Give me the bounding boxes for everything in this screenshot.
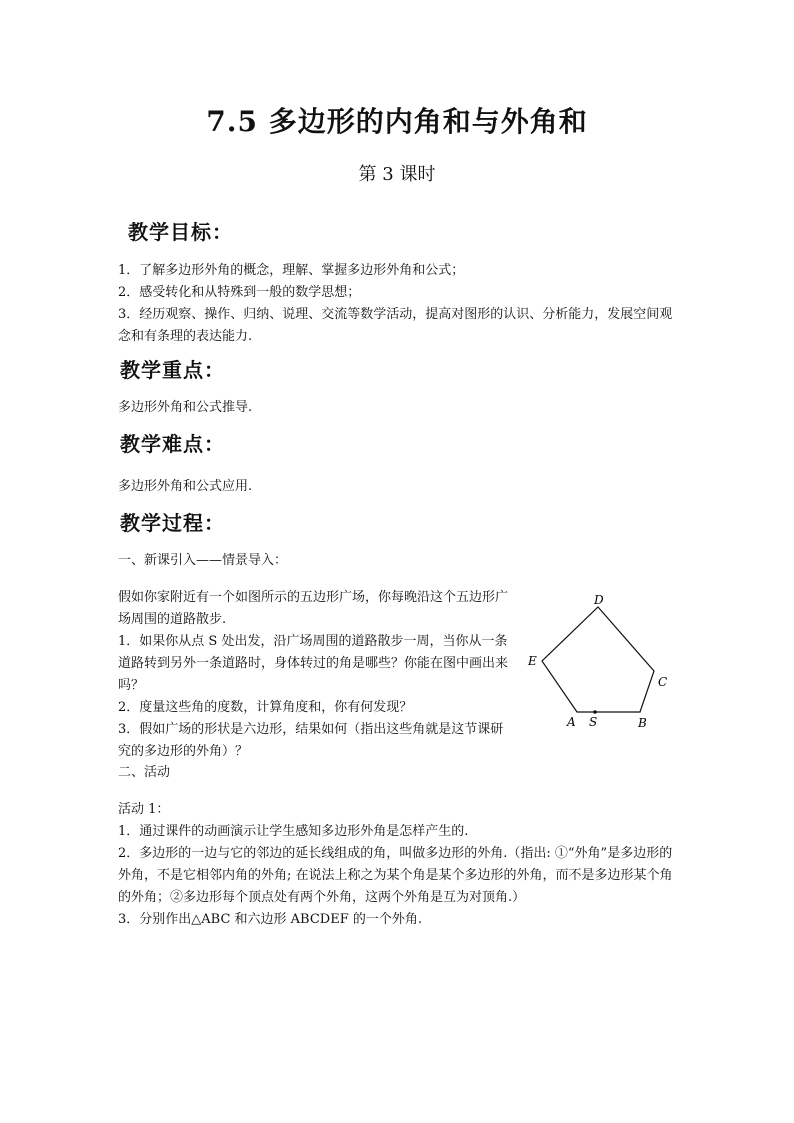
vertex-label-e: E xyxy=(528,654,537,668)
objective-item-3: 3．经历观察、操作、归纳、说理、交流等数学活动，提高对图形的认识、分析能力，发展空间观念和有条理的表达能力. xyxy=(118,307,673,344)
activity-item-2: 2．多边形的一边与它的邻边的延长线组成的角，叫做多边形的外角.（指出: ①“外角”是多边形的外角，不是它相邻内角的外角; 在说法上称之为某个角是某个多边形的外角，而不是多边形某个角的外角；②多边形每个顶点处有两个外角，这两个外角是互为对顶角.） xyxy=(118,846,673,905)
scenario-block xyxy=(118,587,513,763)
difficulty-heading: 教学难点： xyxy=(120,432,225,456)
activity-label: 活动 1： xyxy=(118,802,170,817)
objectives-list xyxy=(118,260,678,348)
pentagon-figure xyxy=(520,585,690,735)
activity-block xyxy=(118,799,678,931)
objectives-heading: 教学目标： xyxy=(128,220,233,244)
key-point-heading: 教学重点： xyxy=(120,358,225,382)
difficulty-text: 多边形外角和公式应用. xyxy=(118,479,253,494)
objective-item-1: 1．了解多边形外角的概念，理解、掌握多边形外角和公式； xyxy=(118,263,465,278)
section1-title: 一、新课引入——情景导入： xyxy=(118,553,288,568)
activity-item-1: 1．通过课件的动画演示让学生感知多边形外角是怎样产生的. xyxy=(118,824,469,839)
vertex-label-a: A xyxy=(567,715,576,729)
point-s xyxy=(593,710,597,714)
vertex-label-c: C xyxy=(658,675,668,689)
activity-item-3: 3．分别作出△ABC 和六边形 ABCDEF 的一个外角. xyxy=(118,912,422,927)
key-point-text: 多边形外角和公式推导. xyxy=(118,400,253,415)
process-heading: 教学过程： xyxy=(120,511,225,535)
scenario-intro: 假如你家附近有一个如图所示的五边形广场，你每晚沿这个五边形广场周围的道路散步. xyxy=(118,590,509,627)
point-label-s: S xyxy=(589,715,598,729)
vertex-label-d: D xyxy=(594,593,604,607)
lesson-number: 第 3 课时 xyxy=(358,164,436,185)
page-title: 7.5 多边形的内角和与外角和 xyxy=(206,105,588,138)
scenario-question-2: 2．度量这些角的度数，计算角度和，你有何发现？ xyxy=(118,700,413,715)
section2-title: 二、活动 xyxy=(118,765,171,780)
scenario-question-1: 1．如果你从点 S 处出发，沿广场周围的道路散步一周，当你从一条道路转到另外一条道路时，身体转过的角是哪些？你能在图中画出来吗？ xyxy=(118,634,509,693)
vertex-label-b: B xyxy=(638,716,647,730)
pentagon-shape xyxy=(542,607,654,712)
objective-item-2: 2．感受转化和从特殊到一般的数学思想； xyxy=(118,285,361,300)
scenario-question-3: 3．假如广场的形状是六边形，结果如何（指出这些角就是这节课研究的多边形的外角）？ xyxy=(118,722,504,759)
